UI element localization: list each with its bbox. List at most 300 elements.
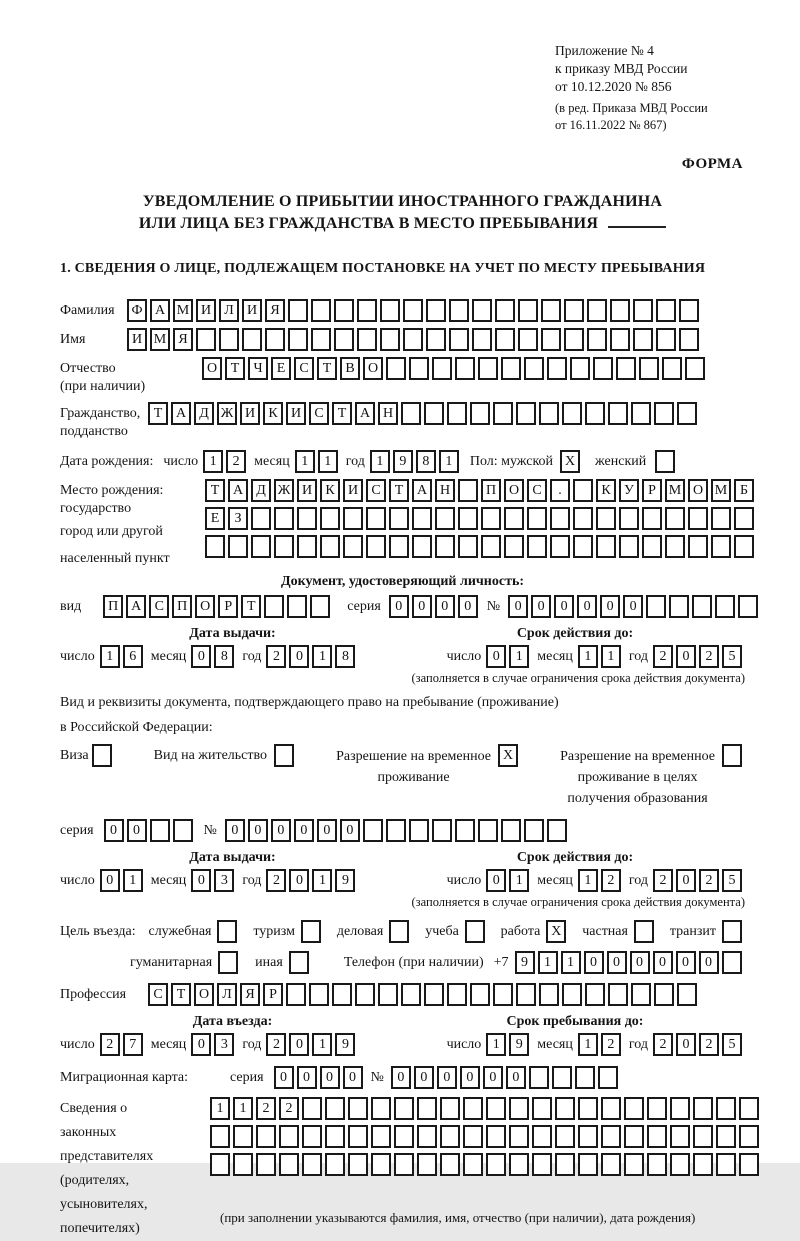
char-box[interactable] bbox=[587, 299, 607, 322]
char-box[interactable]: 0 bbox=[676, 1033, 696, 1056]
char-box[interactable] bbox=[662, 357, 682, 380]
char-box[interactable]: Ч bbox=[248, 357, 268, 380]
char-box[interactable] bbox=[242, 328, 262, 351]
char-box[interactable]: 1 bbox=[295, 450, 315, 473]
char-box[interactable] bbox=[412, 507, 432, 530]
char-box[interactable] bbox=[389, 920, 409, 943]
char-box[interactable]: М bbox=[711, 479, 731, 502]
char-box[interactable] bbox=[210, 1153, 230, 1176]
char-box[interactable]: 2 bbox=[100, 1033, 120, 1056]
char-box[interactable]: С bbox=[309, 402, 329, 425]
char-box[interactable]: 0 bbox=[630, 951, 650, 974]
char-box[interactable]: 1 bbox=[318, 450, 338, 473]
char-box[interactable] bbox=[486, 1097, 506, 1120]
char-box[interactable]: 0 bbox=[414, 1066, 434, 1089]
char-box[interactable] bbox=[279, 1153, 299, 1176]
char-box[interactable]: А bbox=[412, 479, 432, 502]
char-box[interactable] bbox=[722, 920, 742, 943]
char-box[interactable] bbox=[455, 357, 475, 380]
char-box[interactable] bbox=[608, 402, 628, 425]
char-box[interactable] bbox=[432, 819, 452, 842]
char-box[interactable]: 1 bbox=[578, 1033, 598, 1056]
char-box[interactable] bbox=[440, 1153, 460, 1176]
char-box[interactable] bbox=[334, 328, 354, 351]
char-box[interactable]: Ж bbox=[274, 479, 294, 502]
char-box[interactable] bbox=[601, 1153, 621, 1176]
char-box[interactable]: 0 bbox=[271, 819, 291, 842]
char-box[interactable] bbox=[501, 819, 521, 842]
char-box[interactable]: С bbox=[366, 479, 386, 502]
char-box[interactable] bbox=[711, 507, 731, 530]
char-box[interactable] bbox=[654, 402, 674, 425]
char-box[interactable] bbox=[217, 920, 237, 943]
char-box[interactable] bbox=[219, 328, 239, 351]
char-box[interactable]: 0 bbox=[320, 1066, 340, 1089]
char-box[interactable] bbox=[302, 1125, 322, 1148]
char-box[interactable] bbox=[624, 1097, 644, 1120]
char-box[interactable] bbox=[739, 1125, 759, 1148]
char-box[interactable] bbox=[394, 1153, 414, 1176]
char-box[interactable] bbox=[297, 507, 317, 530]
char-box[interactable]: 0 bbox=[506, 1066, 526, 1089]
char-box[interactable]: 2 bbox=[653, 869, 673, 892]
char-box[interactable] bbox=[394, 1097, 414, 1120]
char-box[interactable] bbox=[585, 983, 605, 1006]
char-box[interactable]: 0 bbox=[412, 595, 432, 618]
char-box[interactable] bbox=[555, 1097, 575, 1120]
char-box[interactable]: Р bbox=[642, 479, 662, 502]
char-box[interactable]: 0 bbox=[584, 951, 604, 974]
char-box[interactable] bbox=[251, 535, 271, 558]
char-box[interactable] bbox=[716, 1125, 736, 1148]
char-box[interactable]: И bbox=[242, 299, 262, 322]
char-box[interactable]: 0 bbox=[676, 951, 696, 974]
char-box[interactable] bbox=[734, 507, 754, 530]
char-box[interactable] bbox=[656, 328, 676, 351]
char-box[interactable]: 0 bbox=[191, 645, 211, 668]
char-box[interactable] bbox=[463, 1153, 483, 1176]
char-box[interactable] bbox=[288, 299, 308, 322]
char-box[interactable] bbox=[449, 299, 469, 322]
char-box[interactable]: 3 bbox=[214, 1033, 234, 1056]
char-box[interactable] bbox=[173, 819, 193, 842]
char-box[interactable] bbox=[432, 357, 452, 380]
char-box[interactable] bbox=[274, 744, 294, 767]
char-box[interactable] bbox=[608, 983, 628, 1006]
char-box[interactable] bbox=[539, 402, 559, 425]
char-box[interactable]: 2 bbox=[699, 645, 719, 668]
char-box[interactable] bbox=[386, 819, 406, 842]
char-box[interactable] bbox=[722, 951, 742, 974]
char-box[interactable]: Т bbox=[225, 357, 245, 380]
char-box[interactable] bbox=[455, 819, 475, 842]
char-box[interactable]: 0 bbox=[607, 951, 627, 974]
char-box[interactable] bbox=[486, 1125, 506, 1148]
char-box[interactable]: 7 bbox=[123, 1033, 143, 1056]
char-box[interactable]: X bbox=[498, 744, 518, 767]
char-box[interactable]: 0 bbox=[437, 1066, 457, 1089]
char-box[interactable]: 0 bbox=[483, 1066, 503, 1089]
char-box[interactable]: 0 bbox=[225, 819, 245, 842]
char-box[interactable] bbox=[646, 595, 666, 618]
char-box[interactable] bbox=[501, 357, 521, 380]
char-box[interactable] bbox=[555, 1125, 575, 1148]
char-box[interactable] bbox=[424, 402, 444, 425]
char-box[interactable] bbox=[601, 1125, 621, 1148]
char-box[interactable]: С bbox=[149, 595, 169, 618]
char-box[interactable] bbox=[715, 595, 735, 618]
char-box[interactable] bbox=[547, 357, 567, 380]
char-box[interactable]: 1 bbox=[509, 869, 529, 892]
char-box[interactable] bbox=[371, 1125, 391, 1148]
char-box[interactable] bbox=[486, 1153, 506, 1176]
char-box[interactable] bbox=[688, 535, 708, 558]
char-box[interactable] bbox=[631, 983, 651, 1006]
char-box[interactable]: 3 bbox=[214, 869, 234, 892]
char-box[interactable] bbox=[371, 1097, 391, 1120]
char-box[interactable]: 2 bbox=[601, 1033, 621, 1056]
char-box[interactable]: Д bbox=[194, 402, 214, 425]
char-box[interactable] bbox=[218, 951, 238, 974]
char-box[interactable]: Я bbox=[240, 983, 260, 1006]
char-box[interactable] bbox=[256, 1153, 276, 1176]
char-box[interactable]: 8 bbox=[416, 450, 436, 473]
char-box[interactable] bbox=[251, 507, 271, 530]
char-box[interactable]: У bbox=[619, 479, 639, 502]
char-box[interactable] bbox=[734, 535, 754, 558]
char-box[interactable] bbox=[311, 299, 331, 322]
char-box[interactable] bbox=[596, 507, 616, 530]
char-box[interactable] bbox=[310, 595, 330, 618]
char-box[interactable] bbox=[357, 299, 377, 322]
char-box[interactable]: Т bbox=[241, 595, 261, 618]
char-box[interactable] bbox=[647, 1125, 667, 1148]
char-box[interactable] bbox=[380, 299, 400, 322]
char-box[interactable]: И bbox=[240, 402, 260, 425]
char-box[interactable] bbox=[481, 507, 501, 530]
char-box[interactable] bbox=[463, 1125, 483, 1148]
char-box[interactable]: 0 bbox=[294, 819, 314, 842]
char-box[interactable]: 2 bbox=[256, 1097, 276, 1120]
char-box[interactable]: 2 bbox=[266, 869, 286, 892]
char-box[interactable] bbox=[527, 535, 547, 558]
char-box[interactable] bbox=[274, 507, 294, 530]
char-box[interactable]: Б bbox=[734, 479, 754, 502]
char-box[interactable] bbox=[679, 299, 699, 322]
char-box[interactable]: Н bbox=[435, 479, 455, 502]
char-box[interactable]: 9 bbox=[335, 869, 355, 892]
char-box[interactable] bbox=[527, 507, 547, 530]
char-box[interactable]: 8 bbox=[214, 645, 234, 668]
char-box[interactable] bbox=[693, 1153, 713, 1176]
char-box[interactable]: К bbox=[596, 479, 616, 502]
char-box[interactable] bbox=[403, 328, 423, 351]
char-box[interactable] bbox=[465, 920, 485, 943]
char-box[interactable]: С bbox=[527, 479, 547, 502]
char-box[interactable] bbox=[593, 357, 613, 380]
char-box[interactable] bbox=[578, 1153, 598, 1176]
char-box[interactable] bbox=[389, 535, 409, 558]
char-box[interactable] bbox=[716, 1097, 736, 1120]
char-box[interactable] bbox=[493, 402, 513, 425]
char-box[interactable] bbox=[205, 535, 225, 558]
char-box[interactable]: 2 bbox=[699, 869, 719, 892]
char-box[interactable]: 1 bbox=[538, 951, 558, 974]
char-box[interactable] bbox=[426, 299, 446, 322]
char-box[interactable] bbox=[264, 595, 284, 618]
char-box[interactable]: А bbox=[150, 299, 170, 322]
char-box[interactable] bbox=[642, 507, 662, 530]
char-box[interactable] bbox=[426, 328, 446, 351]
char-box[interactable] bbox=[739, 1153, 759, 1176]
char-box[interactable]: Р bbox=[263, 983, 283, 1006]
char-box[interactable] bbox=[401, 402, 421, 425]
char-box[interactable] bbox=[424, 983, 444, 1006]
char-box[interactable] bbox=[679, 328, 699, 351]
char-box[interactable] bbox=[677, 402, 697, 425]
char-box[interactable] bbox=[711, 535, 731, 558]
char-box[interactable] bbox=[371, 1153, 391, 1176]
char-box[interactable] bbox=[447, 402, 467, 425]
char-box[interactable] bbox=[463, 1097, 483, 1120]
char-box[interactable] bbox=[493, 983, 513, 1006]
char-box[interactable] bbox=[564, 328, 584, 351]
char-box[interactable] bbox=[639, 357, 659, 380]
char-box[interactable]: 0 bbox=[623, 595, 643, 618]
char-box[interactable] bbox=[409, 357, 429, 380]
char-box[interactable] bbox=[722, 744, 742, 767]
char-box[interactable] bbox=[228, 535, 248, 558]
char-box[interactable] bbox=[633, 299, 653, 322]
char-box[interactable] bbox=[343, 507, 363, 530]
char-box[interactable]: 1 bbox=[312, 869, 332, 892]
char-box[interactable] bbox=[297, 535, 317, 558]
char-box[interactable]: 1 bbox=[123, 869, 143, 892]
char-box[interactable]: . bbox=[550, 479, 570, 502]
char-box[interactable]: Т bbox=[148, 402, 168, 425]
char-box[interactable]: 6 bbox=[123, 645, 143, 668]
char-box[interactable] bbox=[417, 1097, 437, 1120]
char-box[interactable] bbox=[516, 402, 536, 425]
char-box[interactable] bbox=[470, 983, 490, 1006]
char-box[interactable]: Н bbox=[378, 402, 398, 425]
char-box[interactable] bbox=[401, 983, 421, 1006]
char-box[interactable] bbox=[440, 1097, 460, 1120]
char-box[interactable]: 0 bbox=[435, 595, 455, 618]
char-box[interactable] bbox=[301, 920, 321, 943]
char-box[interactable] bbox=[233, 1125, 253, 1148]
char-box[interactable]: К bbox=[320, 479, 340, 502]
char-box[interactable]: 9 bbox=[335, 1033, 355, 1056]
char-box[interactable]: 1 bbox=[100, 645, 120, 668]
char-box[interactable]: 2 bbox=[266, 1033, 286, 1056]
char-box[interactable] bbox=[357, 328, 377, 351]
char-box[interactable] bbox=[518, 328, 538, 351]
char-box[interactable]: Я bbox=[265, 299, 285, 322]
char-box[interactable]: 0 bbox=[248, 819, 268, 842]
char-box[interactable]: Я bbox=[173, 328, 193, 351]
char-box[interactable]: 0 bbox=[289, 645, 309, 668]
char-box[interactable]: 0 bbox=[676, 645, 696, 668]
char-box[interactable] bbox=[274, 535, 294, 558]
char-box[interactable] bbox=[555, 1153, 575, 1176]
char-box[interactable]: 0 bbox=[486, 869, 506, 892]
char-box[interactable] bbox=[616, 357, 636, 380]
char-box[interactable]: П bbox=[481, 479, 501, 502]
char-box[interactable] bbox=[532, 1097, 552, 1120]
char-box[interactable] bbox=[524, 819, 544, 842]
char-box[interactable] bbox=[669, 595, 689, 618]
char-box[interactable]: 0 bbox=[676, 869, 696, 892]
char-box[interactable] bbox=[564, 299, 584, 322]
char-box[interactable] bbox=[541, 328, 561, 351]
char-box[interactable] bbox=[562, 402, 582, 425]
char-box[interactable] bbox=[532, 1153, 552, 1176]
char-box[interactable] bbox=[524, 357, 544, 380]
char-box[interactable] bbox=[647, 1153, 667, 1176]
char-box[interactable]: 0 bbox=[104, 819, 124, 842]
char-box[interactable]: 0 bbox=[508, 595, 528, 618]
char-box[interactable] bbox=[458, 479, 478, 502]
char-box[interactable] bbox=[573, 507, 593, 530]
char-box[interactable] bbox=[478, 357, 498, 380]
char-box[interactable]: П bbox=[103, 595, 123, 618]
char-box[interactable] bbox=[196, 328, 216, 351]
char-box[interactable] bbox=[587, 328, 607, 351]
char-box[interactable]: Т bbox=[171, 983, 191, 1006]
char-box[interactable]: 5 bbox=[722, 645, 742, 668]
char-box[interactable] bbox=[516, 983, 536, 1006]
char-box[interactable] bbox=[547, 819, 567, 842]
char-box[interactable] bbox=[655, 450, 675, 473]
char-box[interactable] bbox=[504, 507, 524, 530]
char-box[interactable]: Т bbox=[389, 479, 409, 502]
char-box[interactable]: А bbox=[126, 595, 146, 618]
char-box[interactable] bbox=[366, 535, 386, 558]
char-box[interactable] bbox=[394, 1125, 414, 1148]
char-box[interactable] bbox=[578, 1125, 598, 1148]
char-box[interactable] bbox=[409, 819, 429, 842]
char-box[interactable]: Р bbox=[218, 595, 238, 618]
char-box[interactable]: А bbox=[171, 402, 191, 425]
char-box[interactable] bbox=[288, 328, 308, 351]
char-box[interactable] bbox=[449, 328, 469, 351]
char-box[interactable]: 0 bbox=[531, 595, 551, 618]
char-box[interactable]: 2 bbox=[601, 869, 621, 892]
char-box[interactable] bbox=[265, 328, 285, 351]
char-box[interactable] bbox=[325, 1153, 345, 1176]
char-box[interactable]: 9 bbox=[515, 951, 535, 974]
char-box[interactable]: М bbox=[150, 328, 170, 351]
char-box[interactable]: Д bbox=[251, 479, 271, 502]
char-box[interactable] bbox=[624, 1153, 644, 1176]
char-box[interactable]: 0 bbox=[317, 819, 337, 842]
char-box[interactable]: Т bbox=[317, 357, 337, 380]
char-box[interactable] bbox=[417, 1153, 437, 1176]
char-box[interactable] bbox=[693, 1125, 713, 1148]
char-box[interactable] bbox=[656, 299, 676, 322]
char-box[interactable]: 1 bbox=[370, 450, 390, 473]
char-box[interactable] bbox=[610, 328, 630, 351]
char-box[interactable] bbox=[509, 1125, 529, 1148]
char-box[interactable] bbox=[647, 1097, 667, 1120]
char-box[interactable] bbox=[458, 535, 478, 558]
char-box[interactable] bbox=[552, 1066, 572, 1089]
char-box[interactable]: Т bbox=[205, 479, 225, 502]
char-box[interactable]: 2 bbox=[699, 1033, 719, 1056]
char-box[interactable]: Ж bbox=[217, 402, 237, 425]
char-box[interactable]: И bbox=[343, 479, 363, 502]
char-box[interactable]: О bbox=[688, 479, 708, 502]
char-box[interactable] bbox=[495, 299, 515, 322]
char-box[interactable] bbox=[573, 479, 593, 502]
char-box[interactable]: 0 bbox=[577, 595, 597, 618]
char-box[interactable] bbox=[435, 507, 455, 530]
char-box[interactable]: 1 bbox=[203, 450, 223, 473]
char-box[interactable]: 0 bbox=[391, 1066, 411, 1089]
char-box[interactable]: А bbox=[355, 402, 375, 425]
char-box[interactable]: Ф bbox=[127, 299, 147, 322]
char-box[interactable]: 0 bbox=[389, 595, 409, 618]
char-box[interactable]: О bbox=[363, 357, 383, 380]
char-box[interactable]: И bbox=[297, 479, 317, 502]
char-box[interactable] bbox=[472, 328, 492, 351]
char-box[interactable] bbox=[677, 983, 697, 1006]
char-box[interactable]: 2 bbox=[653, 1033, 673, 1056]
char-box[interactable]: 0 bbox=[100, 869, 120, 892]
char-box[interactable] bbox=[289, 951, 309, 974]
char-box[interactable]: 0 bbox=[699, 951, 719, 974]
char-box[interactable] bbox=[509, 1153, 529, 1176]
char-box[interactable]: 0 bbox=[289, 869, 309, 892]
char-box[interactable]: И bbox=[196, 299, 216, 322]
char-box[interactable]: 5 bbox=[722, 869, 742, 892]
char-box[interactable] bbox=[472, 299, 492, 322]
char-box[interactable]: 1 bbox=[486, 1033, 506, 1056]
char-box[interactable] bbox=[633, 328, 653, 351]
char-box[interactable] bbox=[366, 507, 386, 530]
char-box[interactable] bbox=[325, 1097, 345, 1120]
char-box[interactable] bbox=[601, 1097, 621, 1120]
char-box[interactable] bbox=[417, 1125, 437, 1148]
char-box[interactable] bbox=[529, 1066, 549, 1089]
char-box[interactable]: 0 bbox=[460, 1066, 480, 1089]
char-box[interactable] bbox=[518, 299, 538, 322]
char-box[interactable] bbox=[363, 819, 383, 842]
char-box[interactable]: 1 bbox=[439, 450, 459, 473]
char-box[interactable] bbox=[642, 535, 662, 558]
char-box[interactable]: В bbox=[340, 357, 360, 380]
char-box[interactable] bbox=[403, 299, 423, 322]
char-box[interactable]: О bbox=[504, 479, 524, 502]
char-box[interactable] bbox=[435, 535, 455, 558]
char-box[interactable]: П bbox=[172, 595, 192, 618]
char-box[interactable] bbox=[334, 299, 354, 322]
char-box[interactable]: 0 bbox=[274, 1066, 294, 1089]
char-box[interactable]: Е bbox=[271, 357, 291, 380]
char-box[interactable]: 0 bbox=[486, 645, 506, 668]
char-box[interactable] bbox=[320, 507, 340, 530]
char-box[interactable] bbox=[504, 535, 524, 558]
char-box[interactable]: X bbox=[546, 920, 566, 943]
char-box[interactable]: 1 bbox=[601, 645, 621, 668]
char-box[interactable] bbox=[478, 819, 498, 842]
char-box[interactable] bbox=[598, 1066, 618, 1089]
char-box[interactable] bbox=[320, 535, 340, 558]
char-box[interactable] bbox=[325, 1125, 345, 1148]
char-box[interactable]: 0 bbox=[340, 819, 360, 842]
char-box[interactable]: М bbox=[173, 299, 193, 322]
